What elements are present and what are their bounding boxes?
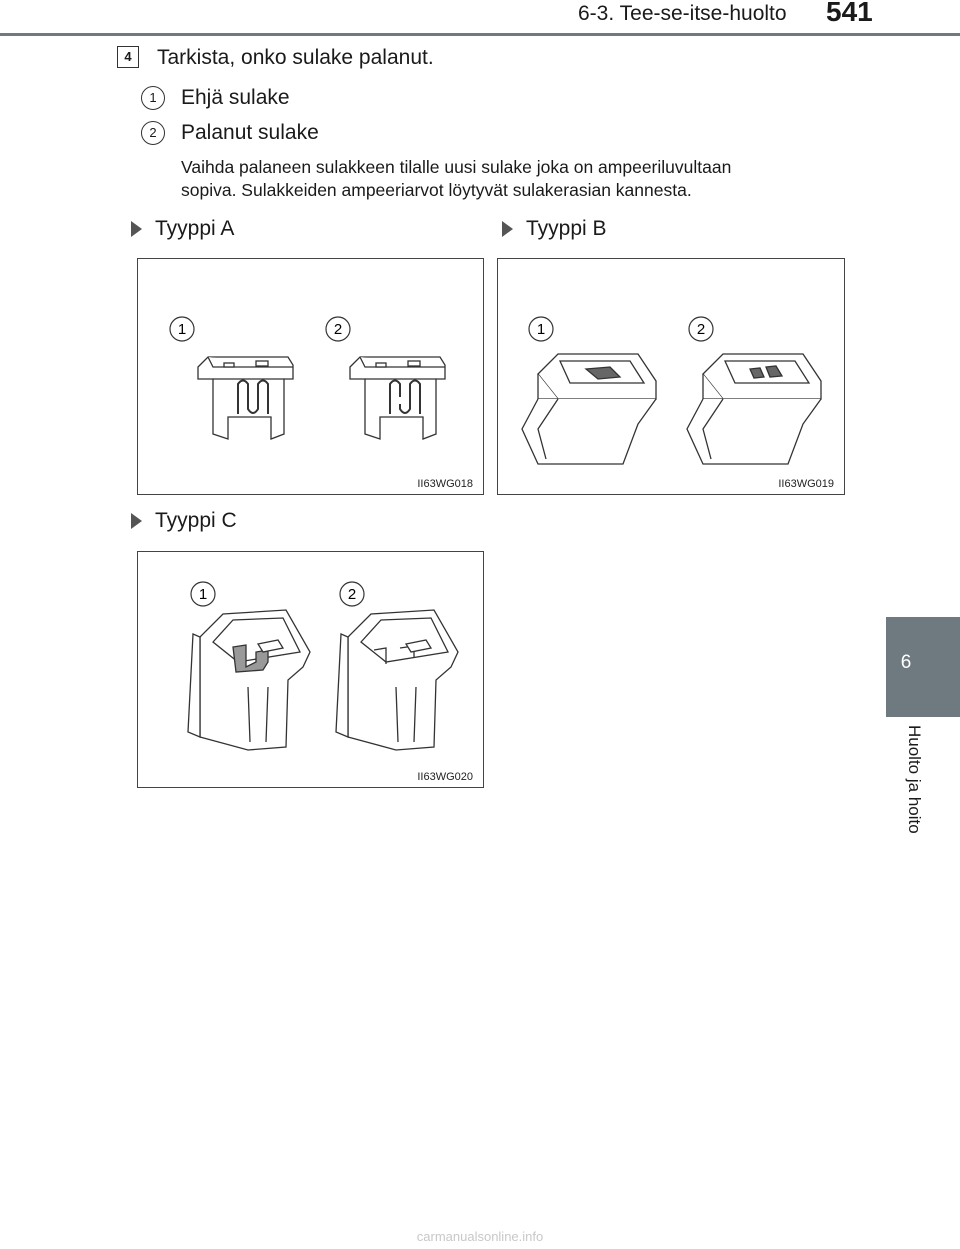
figure-type-b — [497, 258, 845, 495]
fig-a-label-1: 1 — [177, 321, 187, 338]
fuse-type-c-illustration — [138, 552, 483, 787]
figure-code: II63WG019 — [778, 478, 834, 490]
fuse-type-b-illustration — [498, 259, 844, 494]
figure-code: II63WG020 — [417, 771, 473, 783]
figure-type-c — [137, 551, 484, 788]
fig-c-label-2: 2 — [347, 586, 357, 603]
step-instruction: Tarkista, onko sulake palanut. — [157, 46, 434, 69]
section-title: 6-3. Tee-se-itse-huolto — [578, 2, 787, 25]
item-marker-1: 1 — [141, 86, 165, 110]
triangle-bullet-icon — [131, 221, 142, 237]
step-number: 4 — [117, 46, 139, 68]
replacement-note: Vaihda palaneen sulakkeen tilalle uusi sulake joka on ampeeriluvultaan sopiva. Sulakkeiden ampeeriarvot löytyvät sulakerasian kannesta. — [181, 157, 732, 200]
triangle-bullet-icon — [131, 513, 142, 529]
triangle-bullet-icon — [502, 221, 513, 237]
fig-a-label-2: 2 — [333, 321, 343, 338]
item-good-fuse: Ehjä sulake — [181, 86, 290, 109]
chapter-number: 6 — [900, 652, 912, 673]
item-blown-fuse: Palanut sulake — [181, 121, 319, 144]
fig-b-label-1: 1 — [536, 321, 546, 338]
type-a-heading: Tyyppi A — [131, 217, 234, 241]
fuse-type-a-illustration — [138, 259, 483, 494]
chapter-label: Huolto ja hoito — [905, 725, 924, 834]
item-marker-2: 2 — [141, 121, 165, 145]
fig-c-label-1: 1 — [198, 586, 208, 603]
step-number-box — [117, 46, 139, 68]
header-rule — [0, 33, 960, 36]
type-b-heading: Tyyppi B — [502, 217, 607, 241]
watermark: carmanualsonline.info — [416, 1229, 544, 1244]
figure-code: II63WG018 — [417, 478, 473, 490]
figure-type-a — [137, 258, 484, 495]
type-c-heading: Tyyppi C — [131, 509, 237, 533]
page-number: 541 — [826, 0, 873, 27]
fig-b-label-2: 2 — [696, 321, 706, 338]
